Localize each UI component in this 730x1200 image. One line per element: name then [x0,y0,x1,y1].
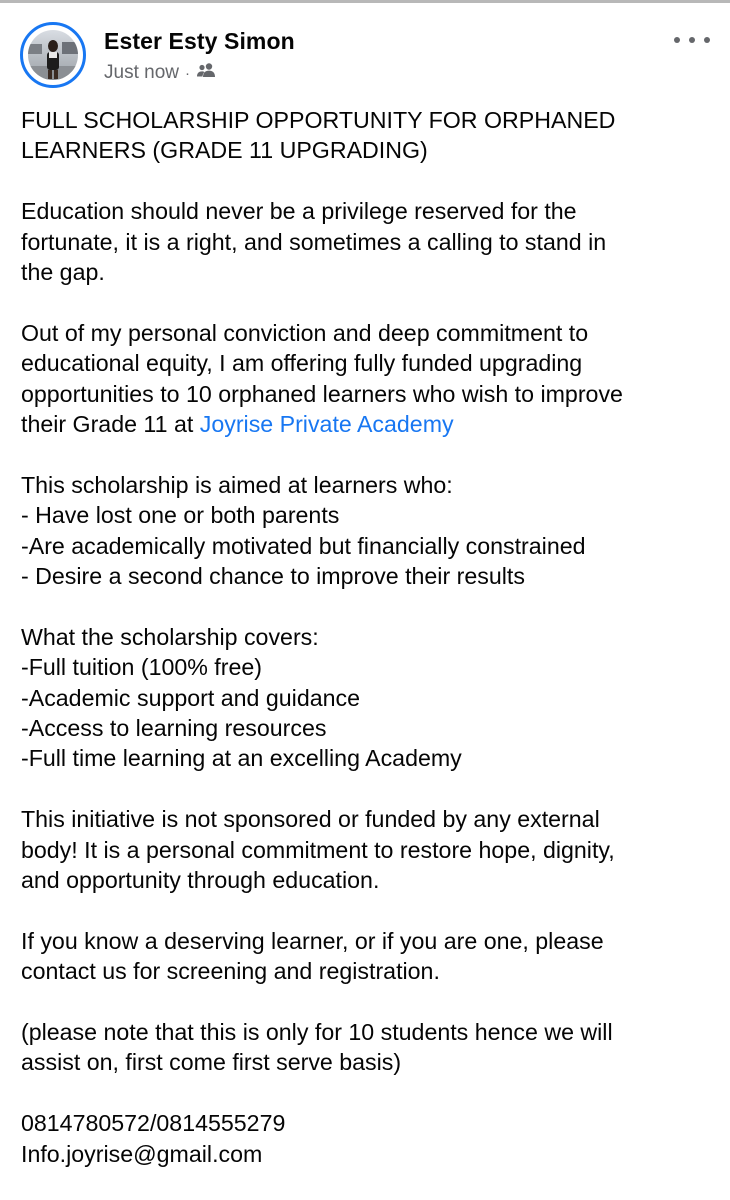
academy-page-link[interactable]: Joyrise Private Academy [199,411,454,438]
text-line: educational equity, I am offering fully funded upgrading [21,350,583,377]
list-item: -Full time learning at an excelling Academy [21,745,462,772]
contact-paragraph [21,926,711,987]
text-line: contact us for screening and registration. [21,958,440,985]
text-prefix: their Grade 11 at [21,411,200,438]
phone-numbers: 0814780572/0814555279 [21,1110,286,1137]
text-line: This initiative is not sponsored or funded by any external [21,806,600,833]
friends-icon[interactable] [196,62,216,84]
list-item: -Academic support and guidance [21,684,361,711]
text-line: If you know a deserving learner, or if you are one, please [21,927,604,954]
list-item: -Are academically motivated but financially constrained [21,532,586,559]
title-line: LEARNERS (GRADE 11 UPGRADING) [21,137,428,164]
covers-section [21,622,711,774]
text-line [21,409,711,439]
text-line: Education should never be a privilege reserved for the [21,198,577,225]
more-dot [704,37,710,43]
text-line: (please note that this is only for 10 students hence we will [21,1019,613,1046]
list-item: -Access to learning resources [21,715,327,742]
note-paragraph [21,1017,711,1078]
top-divider [0,0,730,3]
email-address: Info.joyrise@gmail.com [21,1140,263,1167]
post-header [20,22,710,92]
text-line: and opportunity through education. [21,867,380,894]
aimed-section [21,470,711,592]
avatar-story-ring[interactable] [20,22,86,88]
post-timestamp[interactable]: Just now [104,62,179,83]
avatar-photo [28,30,78,80]
section-heading: This scholarship is aimed at learners who: [21,471,453,498]
meta-separator: · [184,64,190,82]
text-line: fortunate, it is a right, and sometimes a calling to stand in [21,228,607,255]
more-options-icon[interactable] [674,30,710,50]
conviction-paragraph [21,318,711,440]
initiative-paragraph [21,804,711,895]
section-heading: What the scholarship covers: [21,623,319,650]
post-body [21,105,711,1169]
author-name[interactable]: Ester Esty Simon [104,28,295,54]
avatar[interactable] [28,30,78,80]
text-line: opportunities to 10 orphaned learners who wish to improve [21,380,623,407]
text-line: Out of my personal conviction and deep commitment to [21,319,589,346]
more-dot [689,37,695,43]
list-item: -Full tuition (100% free) [21,654,262,681]
post-meta [104,62,216,84]
intro-paragraph [21,196,711,287]
more-dot [674,37,680,43]
text-line: assist on, first come first serve basis) [21,1049,402,1076]
text-line: the gap. [21,259,105,286]
text-line: body! It is a personal commitment to restore hope, dignity, [21,836,615,863]
contact-details [21,1108,711,1169]
list-item: - Have lost one or both parents [21,502,340,529]
post-title [21,105,711,166]
list-item: - Desire a second chance to improve their results [21,563,525,590]
title-line: FULL SCHOLARSHIP OPPORTUNITY FOR ORPHANED [21,107,616,133]
